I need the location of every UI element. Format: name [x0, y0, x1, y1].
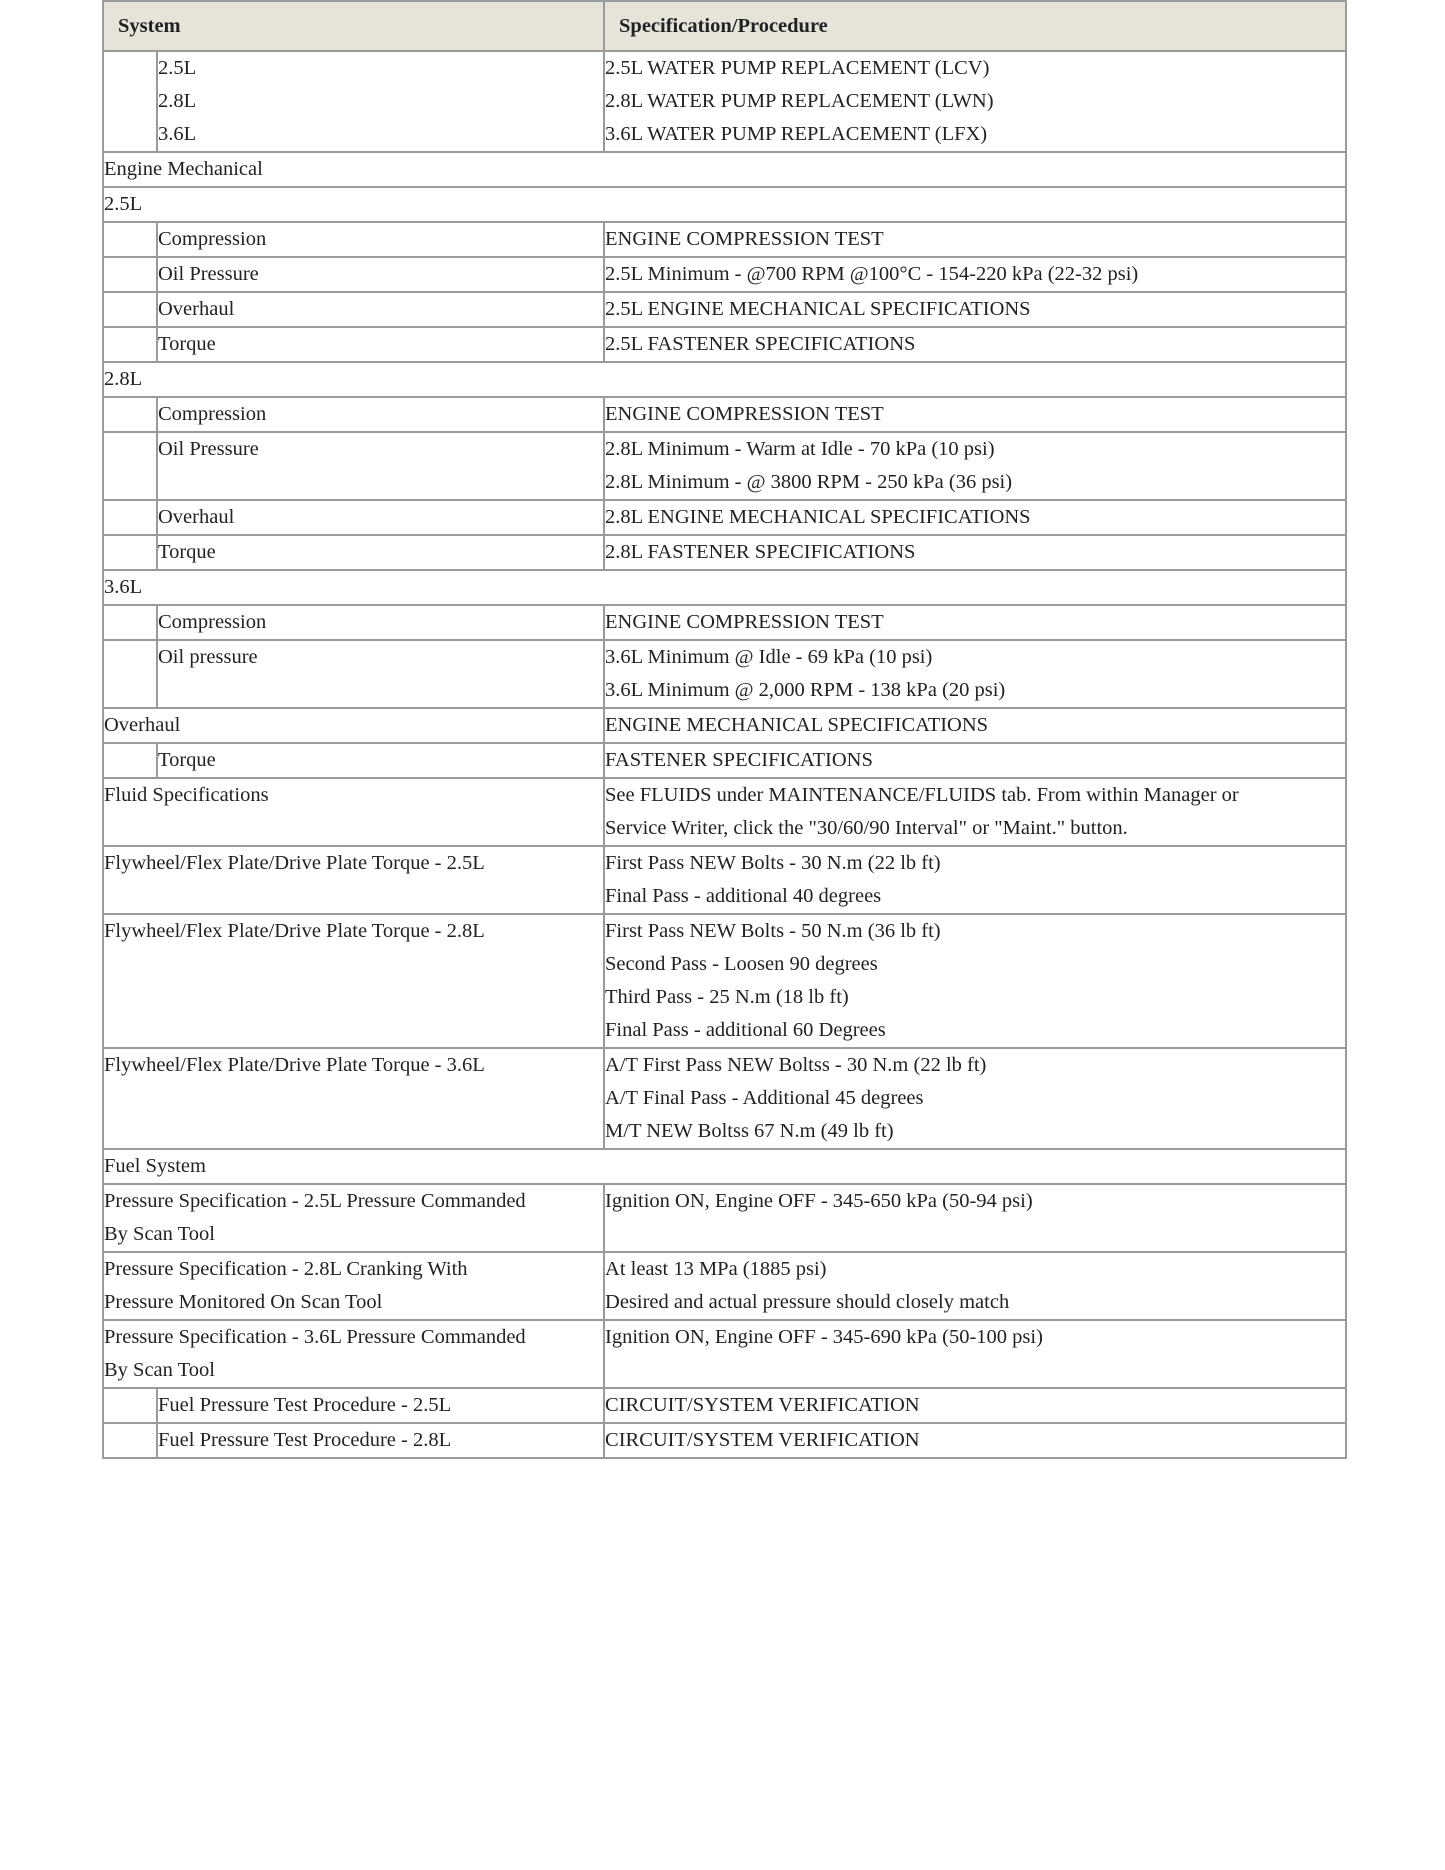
table-row [103, 1252, 1346, 1320]
spec-cell [604, 432, 1346, 500]
indent-cell [103, 1423, 157, 1458]
table-row [103, 914, 1346, 1048]
section-row [103, 1149, 1346, 1184]
spec-line: Final Pass - additional 60 Degrees [605, 1019, 886, 1041]
spec-cell [604, 778, 1346, 846]
spec-line: Desired and actual pressure should closely match [605, 1291, 1010, 1313]
system-cell [103, 1184, 604, 1252]
specification-table [102, 0, 1347, 1459]
spec-cell: 2.8L FASTENER SPECIFICATIONS [604, 535, 1346, 570]
spec-link: 3.6L WATER PUMP REPLACEMENT (LFX) [605, 123, 988, 145]
table-row [103, 605, 1346, 640]
table-row [103, 1320, 1346, 1388]
indent-cell [103, 397, 157, 432]
spec-cell: ENGINE COMPRESSION TEST [604, 605, 1346, 640]
spec-cell: ENGINE COMPRESSION TEST [604, 397, 1346, 432]
table-row [103, 500, 1346, 535]
table-header-row [103, 1, 1346, 51]
spec-line: Third Pass - 25 N.m (18 lb ft) [605, 986, 849, 1008]
indent-cell [103, 292, 157, 327]
spec-cell: 2.5L FASTENER SPECIFICATIONS [604, 327, 1346, 362]
table-row [103, 1184, 1346, 1252]
table-row [103, 640, 1346, 708]
spec-link: 2.8L WATER PUMP REPLACEMENT (LWN) [605, 90, 994, 112]
indent-cell [103, 500, 157, 535]
spec-line: See FLUIDS under MAINTENANCE/FLUIDS tab. From within Manager or [605, 784, 1239, 806]
subsection-row [103, 187, 1346, 222]
subsection-2-5l: 2.5L [103, 187, 1346, 222]
spec-line: First Pass NEW Bolts - 30 N.m (22 lb ft) [605, 852, 941, 874]
system-cell [103, 1252, 604, 1320]
engine-variant: 2.8L [158, 90, 197, 112]
spec-cell [604, 846, 1346, 914]
subsection-row [103, 362, 1346, 397]
system-cell: Fuel Pressure Test Procedure - 2.8L [157, 1423, 604, 1458]
table-row [103, 778, 1346, 846]
indent-cell [103, 257, 157, 292]
system-cell: Flywheel/Flex Plate/Drive Plate Torque - 2.8L [103, 914, 604, 1048]
spec-cell [604, 1048, 1346, 1149]
table-row [103, 397, 1346, 432]
indent-cell [103, 432, 157, 500]
table-row [103, 708, 1346, 743]
spec-line: At least 13 MPa (1885 psi) [605, 1258, 827, 1280]
subsection-3-6l: 3.6L [103, 570, 1346, 605]
system-line: By Scan Tool [104, 1223, 215, 1245]
engine-variant: 3.6L [158, 123, 197, 145]
table-row [103, 846, 1346, 914]
system-line: Pressure Specification - 3.6L Pressure Commanded [104, 1326, 526, 1348]
system-cell [157, 51, 604, 152]
table-row [103, 222, 1346, 257]
system-cell: Oil Pressure [157, 257, 604, 292]
system-cell: Torque [157, 535, 604, 570]
system-cell: Compression [157, 397, 604, 432]
table-row [103, 292, 1346, 327]
system-line: Pressure Monitored On Scan Tool [104, 1291, 383, 1313]
spec-line: 2.8L Minimum - Warm at Idle - 70 kPa (10 psi) [605, 438, 995, 460]
spec-line: M/T NEW Boltss 67 N.m (49 lb ft) [605, 1120, 894, 1142]
table-row [103, 743, 1346, 778]
system-cell: Fuel Pressure Test Procedure - 2.5L [157, 1388, 604, 1423]
spec-cell: Ignition ON, Engine OFF - 345-690 kPa (50-100 psi) [604, 1320, 1346, 1388]
system-cell [103, 1320, 604, 1388]
system-cell: Overhaul [103, 708, 604, 743]
spec-cell: 2.5L ENGINE MECHANICAL SPECIFICATIONS [604, 292, 1346, 327]
system-cell: Compression [157, 605, 604, 640]
table-row [103, 327, 1346, 362]
spec-cell: ENGINE COMPRESSION TEST [604, 222, 1346, 257]
system-cell: Overhaul [157, 500, 604, 535]
section-engine-mechanical: Engine Mechanical [103, 152, 1346, 187]
engine-variant: 2.5L [158, 57, 197, 79]
section-fuel-system: Fuel System [103, 1149, 1346, 1184]
spec-cell: ENGINE MECHANICAL SPECIFICATIONS [604, 708, 1346, 743]
spec-link: 2.5L WATER PUMP REPLACEMENT (LCV) [605, 57, 990, 79]
system-cell: Flywheel/Flex Plate/Drive Plate Torque - 2.5L [103, 846, 604, 914]
spec-line: First Pass NEW Bolts - 50 N.m (36 lb ft) [605, 920, 941, 942]
table-row [103, 432, 1346, 500]
system-cell: Torque [157, 743, 604, 778]
spec-line: 2.8L Minimum - @ 3800 RPM - 250 kPa (36 psi) [605, 471, 1013, 493]
spec-cell [604, 51, 1346, 152]
spec-line: Second Pass - Loosen 90 degrees [605, 953, 878, 975]
section-row [103, 152, 1346, 187]
system-cell: Oil pressure [157, 640, 604, 708]
spec-cell: FASTENER SPECIFICATIONS [604, 743, 1346, 778]
indent-cell [103, 535, 157, 570]
spec-line: A/T Final Pass - Additional 45 degrees [605, 1087, 924, 1109]
spec-cell: CIRCUIT/SYSTEM VERIFICATION [604, 1423, 1346, 1458]
spec-cell: CIRCUIT/SYSTEM VERIFICATION [604, 1388, 1346, 1423]
spec-line: 3.6L Minimum @ Idle - 69 kPa (10 psi) [605, 646, 933, 668]
indent-cell [103, 222, 157, 257]
system-line: Pressure Specification - 2.5L Pressure Commanded [104, 1190, 526, 1212]
table-row [103, 1423, 1346, 1458]
system-cell: Flywheel/Flex Plate/Drive Plate Torque - 3.6L [103, 1048, 604, 1149]
spec-cell: 2.5L Minimum - @700 RPM @100°C - 154-220 kPa (22-32 psi) [604, 257, 1346, 292]
table-row [103, 257, 1346, 292]
subsection-2-8l: 2.8L [103, 362, 1346, 397]
spec-line: 3.6L Minimum @ 2,000 RPM - 138 kPa (20 psi) [605, 679, 1006, 701]
spec-cell: Ignition ON, Engine OFF - 345-650 kPa (50-94 psi) [604, 1184, 1346, 1252]
system-cell: Oil Pressure [157, 432, 604, 500]
table-row [103, 51, 1346, 152]
system-cell: Fluid Specifications [103, 778, 604, 846]
subsection-row [103, 570, 1346, 605]
system-line: Pressure Specification - 2.8L Cranking With [104, 1258, 468, 1280]
spec-line: Service Writer, click the "30/60/90 Interval" or "Maint." button. [605, 817, 1128, 839]
indent-cell [103, 51, 157, 152]
indent-cell [103, 640, 157, 708]
header-spec: Specification/Procedure [604, 1, 1346, 51]
system-cell: Overhaul [157, 292, 604, 327]
indent-cell [103, 1388, 157, 1423]
indent-cell [103, 605, 157, 640]
spec-cell [604, 1252, 1346, 1320]
indent-cell [103, 327, 157, 362]
table-row [103, 535, 1346, 570]
system-line: By Scan Tool [104, 1359, 215, 1381]
header-system: System [103, 1, 604, 51]
system-cell: Torque [157, 327, 604, 362]
spec-cell [604, 640, 1346, 708]
indent-cell [103, 743, 157, 778]
spec-line: Final Pass - additional 40 degrees [605, 885, 882, 907]
system-cell: Compression [157, 222, 604, 257]
spec-line: A/T First Pass NEW Boltss - 30 N.m (22 lb ft) [605, 1054, 987, 1076]
table-row [103, 1388, 1346, 1423]
table-row [103, 1048, 1346, 1149]
spec-cell [604, 914, 1346, 1048]
spec-cell: 2.8L ENGINE MECHANICAL SPECIFICATIONS [604, 500, 1346, 535]
